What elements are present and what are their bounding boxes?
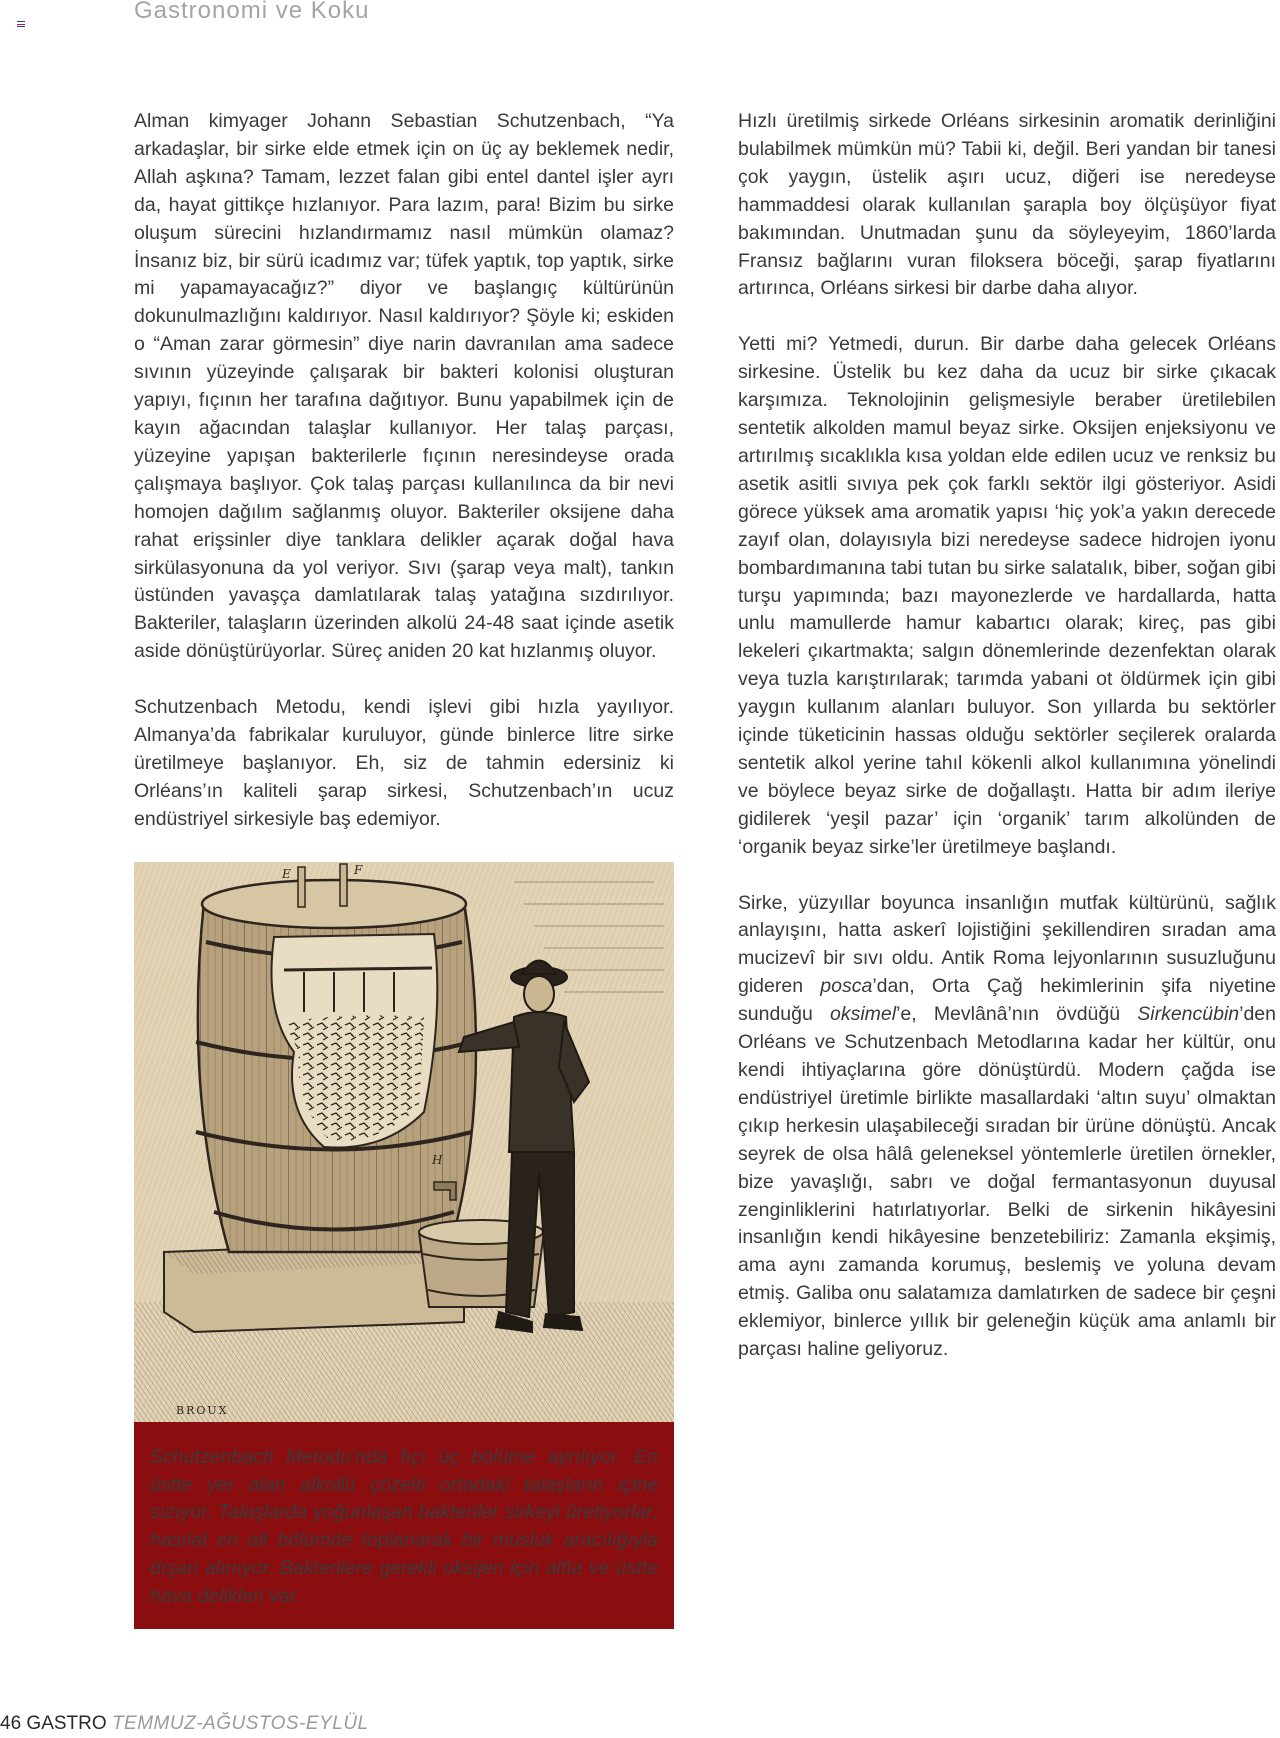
issue-label: TEMMUZ-AĞUSTOS-EYLÜL bbox=[111, 1713, 369, 1734]
italic-term-sirkencubin: Sirkencübin bbox=[1137, 1003, 1240, 1026]
italic-term-oksimel: oksimel bbox=[829, 1003, 897, 1026]
text-run: ’e, Mevlânâ’nın övdüğü bbox=[896, 1003, 1138, 1026]
body-paragraph: Yetti mi? Yetmedi, durun. Bir darbe daha gelecek Orléans sirkesine. Üstelik bu kez daha da ucuz bir sirke çıkacak karşımıza. Teknolojinin gelişmesiyle beraber üretilebilen sentetik alkolden mamul beyaz sirke. Oksijen enjeksiyonu ve artırılmış sıcaklıkla kısa yoldan elde edilen ucuz ve renksiz bu asetik asitli sıvıya pek çok farklı sektör ilgi gösteriyor. Asidi görece yüksek ama aromatik yapısı ‘hiç yok’a yakın derecede zayıf olan, dolayısıyla bizi neredeyse sadece hidrojen iyonu bombardımanına tabi tutan bu sirke salatalık, biber, soğan gibi turşu yapımında; bazı mayonezlerde ve hardallarda, hatta unlu mamullerde hamur kabartıcı olarak; kireç, pas gibi lekeleri çıkartmakta; salgın dönemlerinde dezenfektan olarak veya tuzla karıştırılarak; tarımda yabani ot öldürmek için gibi yaygın kullanım alanları buluyor. Son yıllarda bu sektörler içinde tüketicinin hassas olduğu sektörler seçilerek oralarda sentetik alkol yerine tahıl kökenli alkol kullanımına yönelindi ve böylece beyaz sirke de doğallaştı. Hatta bir adım ileriye gidilerek ‘yeşil pazar’ için ‘organik’ tarım alkolünden de ‘organik beyaz sirke’ler üretilmeye başlandı. bbox=[738, 333, 1276, 858]
left-column bbox=[134, 108, 674, 1657]
illustration-signature: BROUX bbox=[176, 1403, 229, 1417]
text-run: Sirke, yüzyıllar boyunca insanlığın mutfak kültürünü, sağlık anlayışını, hatta askerî lojistiğini şekillendiren sıradan ama mucizevî bir sıvı oldu. Antik Roma lejyonlarının susuzluğunu gideren bbox=[738, 891, 1276, 998]
magazine-name: GASTRO bbox=[26, 1713, 107, 1734]
body-paragraph: Alman kimyager Johann Sebastian Schutzenbach, “Ya arkadaşlar, bir sirke elde etmek için on üç ay beklemek nedir, Allah aşkına? Tamam, lezzet falan gibi entel dantel işler ayrı da, hayat gittikçe hızlanıyor. Para lazım, para! Bizim bu sirke oluşum sürecini hızlandırmamız nasıl mümkün olamaz? İnsanız biz, bir sürü icadımız var; tüfek yaptık, top yaptık, sirke mi yapamayacağız?” diyor ve başlangıç kültürünün dokunulmazlığını kaldırıyor. Nasıl kaldırıyor? Şöyle ki; eskiden o “Aman zarar görmesin” diye narin davranılan ama sadece sıvının yüzeyinde çalışarak bir bakteri kolonisi oluşturan yapıyı, fıçının her tarafına dağıtıyor. Bunu yapabilmek için de kayın ağacından talaşlar kullanıyor. Her talaş parçası, yüzeyine yapışan bakterilerle fıçının neresindeyse orada çalışmaya başlıyor. Çok talaş parçası kullanılınca da bir nevi homojen dağılım sağlanmış oluyor. Bakteriler oksijene daha rahat erişsinler diye tanklara delikler açarak doğal hava sirkülasyonuna da yol veriyor. Sıvı (şarap veya malt), tankın üstünden yavaşça damlatılarak talaş yatağına sızdırılıyor. Bakteriler, talaşların üzerinden alkolü 24-48 saat içinde asetik aside dönüştürüyorlar. Süreç aniden 20 kat hızlanmış oluyor. bbox=[134, 110, 674, 663]
right-column bbox=[738, 108, 1276, 1392]
page-footer bbox=[0, 1712, 369, 1736]
text-run: ’dan, Orta Çağ hekimlerinin şifa niyetine sunduğu bbox=[738, 975, 1277, 1026]
body-paragraph: Schutzenbach Metodu, kendi işlevi gibi hızla yayılıyor. Almanya’da fabrikalar kuruluyor, günde binlerce litre sirke üretilmeye başlanıyor. Eh, siz de tahmin edersiniz ki Orléans’ın kaliteli şarap sirkesi, Schutzenbach’ın ucuz endüstriyel sirkesiyle baş edemiyor. bbox=[134, 696, 674, 830]
engraving-illustration bbox=[134, 862, 674, 1422]
illustration-label-e: E bbox=[282, 866, 291, 881]
illustration-label-f: F bbox=[354, 862, 363, 877]
section-title: Gastronomi ve Koku bbox=[134, 0, 370, 24]
figure-caption: Schutzenbach Metodu’nda fıçı üç bölüme ayrılıyor. En üstte yer alan alkollü çözelti ortadaki talaşların içine sızıyor. Talaşlarda yoğunlaşan bakteriler sirkeyi üretiyorlar; hasılat en alt bölümde toplanarak bir musluk aracılığıyla dışarı alınıyor. Bakterilere gerekli oksijen için altta ve üstte hava delikleri var. bbox=[134, 1422, 674, 1629]
text-run: ’den Orléans ve Schutzenbach Metodlarına kadar her kültür, onu kendi ihtiyaçlarına göre dönüştürdü. Modern çağda ise endüstriyel üretimle birlikte masallardaki ‘altın suyu’ olmaktan çıkıp herkesin ulaşabileceği sıradan bir ürüne dönüştü. Ancak seyrek de olsa hâlâ geleneksel yöntemlerle üretilen örnekler, bize yavaşlığı, sabrı ve doğal fermantasyonun duyusal zenginliklerini hatırlatıyorlar. Belki de sirkenin hikâyesini insanlığın kendi hikâyesine benzetebiliriz: Zamanla ekşimiş, ama aynı zamanda korumuş, beslemiş ve yoluna devam etmiş. Galiba onu salatamıza damlatırken de sadece bir çeşni eklemiyor, binlerce yıllık bir geleneğin küçük ama anlamlı bir parçası haline geliyoruz. bbox=[738, 1003, 1276, 1361]
illustration-label-h: H bbox=[432, 1152, 443, 1167]
body-paragraph: Hızlı üretilmiş sirkede Orléans sirkesinin aromatik derinliğini bulabilmek mümkün mü? Tabii ki, değil. Beri yandan bir tanesi çok yaygın, üstelik aşırı ucuz, diğeri ise neredeyse hammaddesi olarak kullanılan şarapla boy ölçüşüyor fiyat bakımından. Unutmadan şunu da söyleyeyim, 1860’larda Fransız bağlarını vuran filoksera böceği, şarap fiyatlarını artırınca, Orléans sirkesi bir darbe daha alıyor. bbox=[738, 110, 1276, 300]
menu-icon-bar-bottom bbox=[17, 26, 25, 27]
body-paragraph bbox=[738, 890, 1276, 1364]
figure bbox=[134, 862, 674, 1629]
menu-icon-bar-top bbox=[17, 21, 25, 22]
italic-term-posca: posca bbox=[820, 975, 873, 998]
menu-icon[interactable] bbox=[17, 21, 25, 27]
menu-icon-bar-middle bbox=[17, 24, 25, 25]
page-number: 46 bbox=[0, 1713, 22, 1734]
